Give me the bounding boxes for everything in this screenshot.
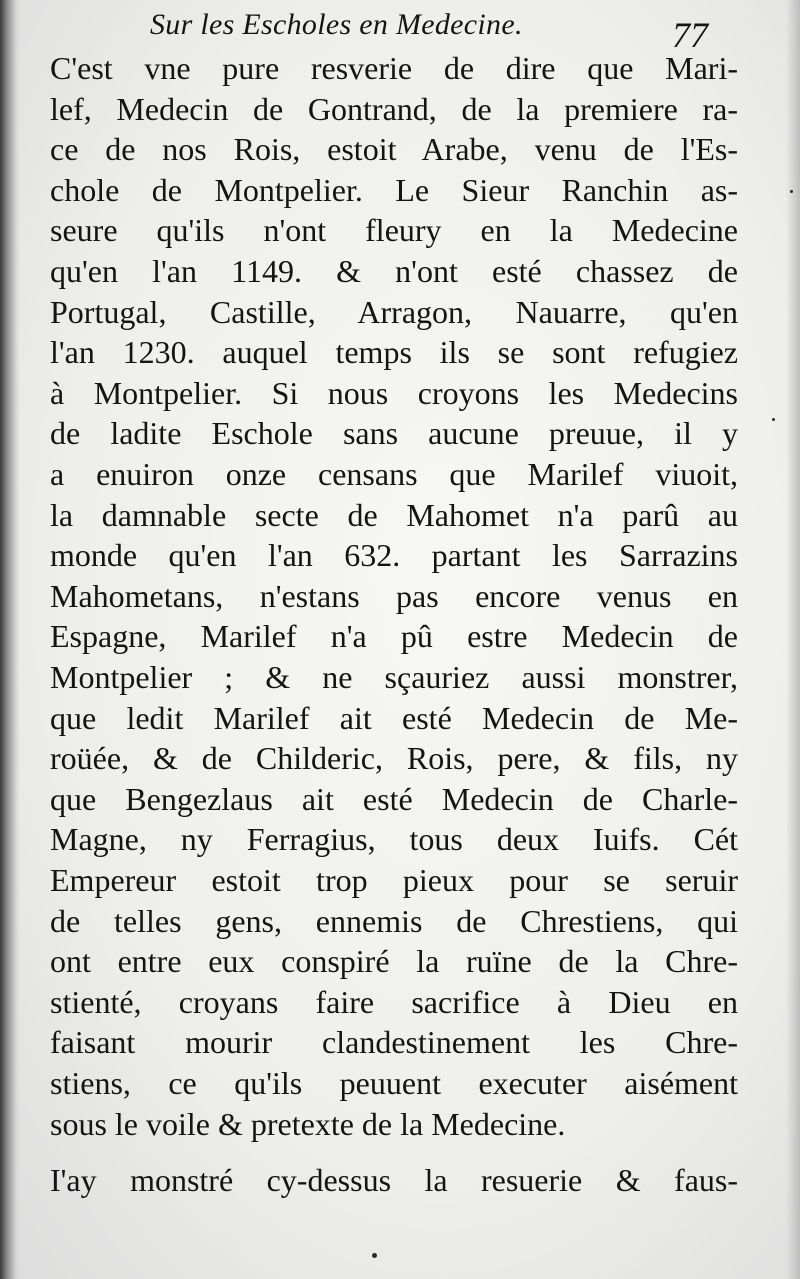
text-line: qu'en l'an 1149. & n'ont esté chassez de	[50, 253, 738, 289]
text-line: seure qu'ils n'ont fleury en la Medecine	[50, 212, 738, 249]
text-line: Magne, ny Ferragius, tous deux Iuifs. Cét	[50, 821, 738, 858]
text-line: faisant mourir clandestinement les Chre-	[50, 1024, 738, 1061]
text-line: monde qu'en l'an 632. partant les Sarrazins	[50, 537, 738, 574]
text-line: lef, Medecin de Gontrand, de la premiere ra-	[50, 90, 738, 127]
text-line: l'an 1230. auquel temps ils se sont refugiez	[50, 334, 738, 371]
text-line: de ladite Eschole sans aucune preuue, il y	[50, 415, 738, 452]
text-line: Portugal, Castille, Arragon, Nauarre, qu'en	[50, 293, 738, 330]
text-line: Mahometans, n'estans pas encore venus en	[50, 577, 738, 614]
text-line: I'ay monstré cy-dessus la resuerie & faus-	[50, 1162, 738, 1198]
running-head: Sur les Escholes en Medecine.	[150, 8, 523, 41]
text-line: C'est vne pure resverie de dire que Mari-	[50, 50, 738, 86]
page-number: 77	[672, 15, 708, 55]
text-line: roüée, & de Childeric, Rois, pere, & fils, ny	[50, 740, 738, 777]
text-line: chole de Montpelier. Le Sieur Ranchin as-	[50, 171, 738, 208]
binding-gutter-shadow	[0, 0, 20, 1279]
text-line: que ledit Marilef ait esté Medecin de Me-	[50, 699, 738, 736]
text-line: ont entre eux conspiré la ruïne de la Chre-	[50, 943, 738, 980]
text-line: Empereur estoit trop pieux pour se seruir	[50, 862, 738, 898]
text-line: stiens, ce qu'ils peuuent executer aisément	[50, 1065, 738, 1101]
page-edge-shadow	[786, 0, 800, 1279]
ink-speck	[790, 190, 793, 193]
text-line: la damnable secte de Mahomet n'a parû au	[50, 496, 738, 533]
text-line: sous le voile & pretexte de la Medecine.	[50, 1105, 566, 1142]
text-line: de telles gens, ennemis de Chrestiens, qui	[50, 902, 738, 939]
text-line: que Bengezlaus ait esté Medecin de Charle-	[50, 780, 738, 817]
text-line: à Montpelier. Si nous croyons les Medecins	[50, 374, 738, 411]
text-line: a enuiron onze censans que Marilef viuoit,	[50, 456, 738, 492]
text-line: Espagne, Marilef n'a pû estre Medecin de	[50, 618, 738, 655]
text-line: stienté, croyans faire sacrifice à Dieu en	[50, 983, 738, 1020]
text-line: Montpelier ; & ne sçauriez aussi monstrer,	[50, 659, 738, 695]
text-line: ce de nos Rois, estoit Arabe, venu de l'Es-	[50, 131, 738, 168]
ink-speck	[372, 1253, 377, 1258]
ink-speck	[772, 418, 775, 421]
